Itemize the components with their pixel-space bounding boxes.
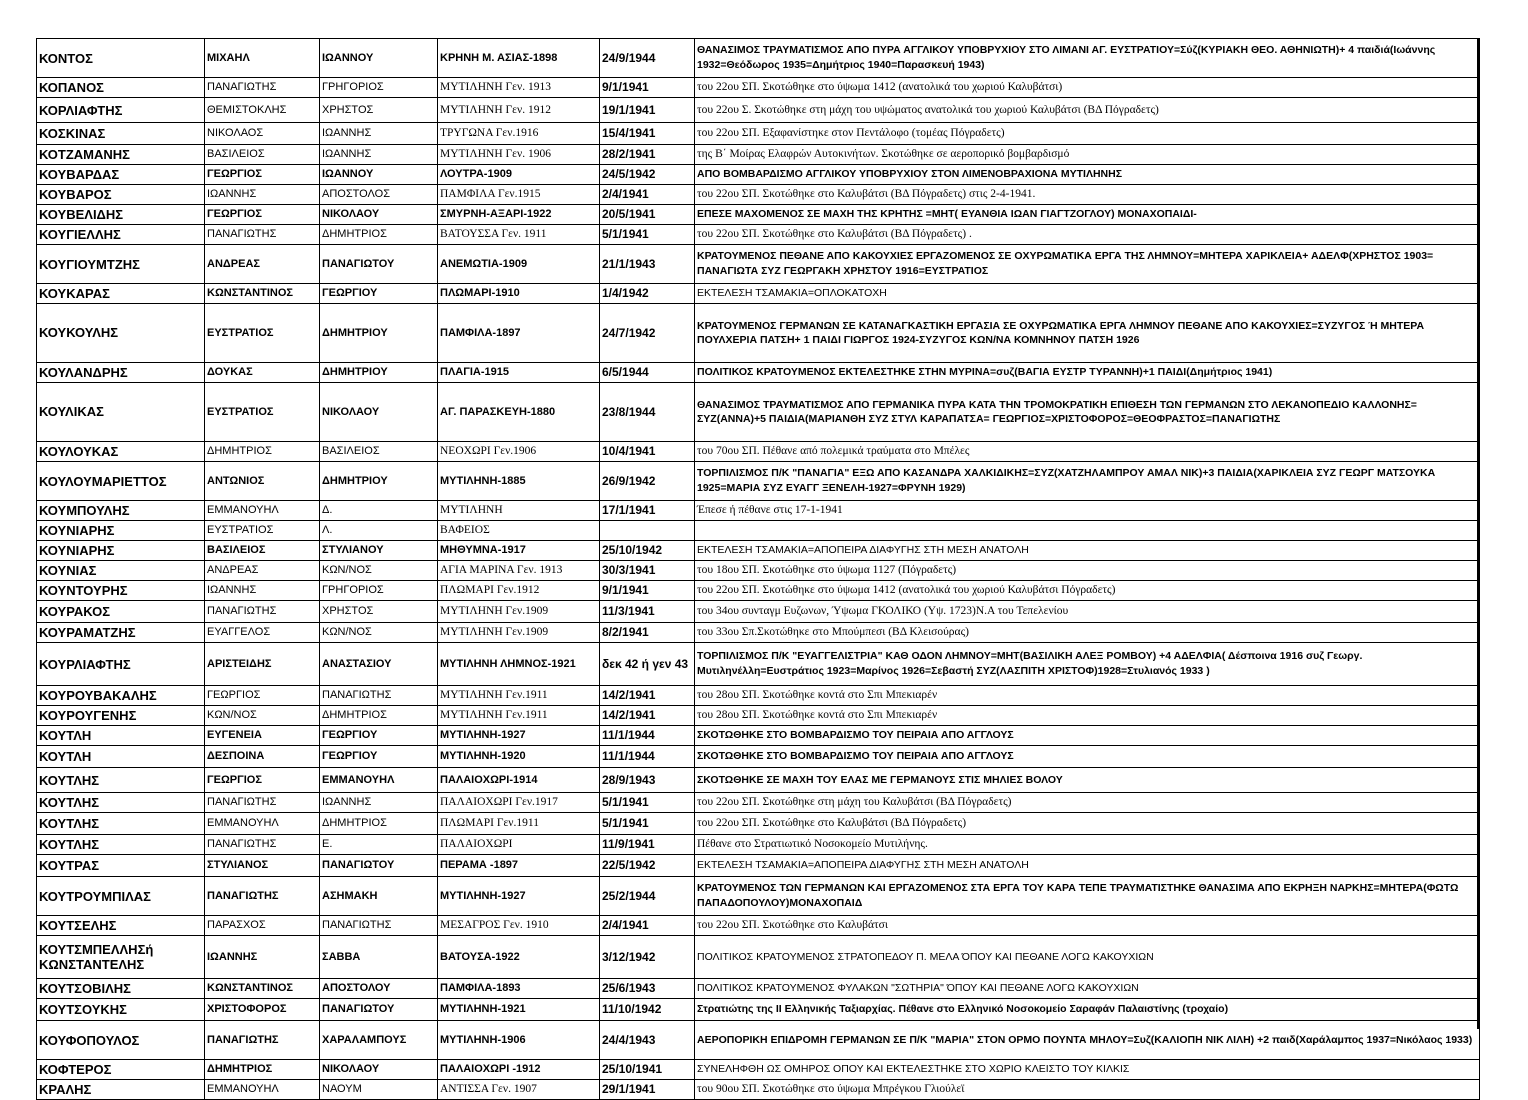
first-name-cell: ΑΝΔΡΕΑΣ xyxy=(205,245,320,284)
father-name-cell: ΠΑΝΑΓΙΩΤΟΥ xyxy=(320,999,438,1021)
surname-cell: ΚΟΥΓΙΟΥΜΤΖΗΣ xyxy=(37,245,205,284)
origin-cell: ΜΥΤΙΛΗΝΗ Γεν. 1906 xyxy=(438,145,600,165)
surname-cell: ΚΟΥΤΣΟΒΙΛΗΣ xyxy=(37,979,205,999)
date-cell: 14/2/1941 xyxy=(600,706,695,726)
date-cell: 14/2/1941 xyxy=(600,686,695,706)
note-cell: ΕΚΤΕΛΕΣΗ ΤΣΑΜΑΚΙΑ=ΑΠΟΠΕΙΡΑ ΔΙΑΦΥΓΗΣ ΣΤΗ ΜΕΣΗ ΑΝΑΤΟΛΗ xyxy=(695,541,1480,561)
table-row xyxy=(37,521,1480,541)
date-cell: 25/10/1941 xyxy=(600,1060,695,1080)
father-name-cell: ΧΡΗΣΤΟΣ xyxy=(320,601,438,623)
table-row xyxy=(37,541,1480,561)
origin-cell: ΠΛΩΜΑΡΙ Γεν.1912 xyxy=(438,581,600,601)
table-row xyxy=(37,284,1480,304)
table-row xyxy=(37,561,1480,581)
father-name-cell: ΙΩΑΝΝΟΥ xyxy=(320,165,438,185)
surname-cell: ΚΟΥΚΑΡΑΣ xyxy=(37,284,205,304)
table-row xyxy=(37,98,1480,123)
first-name-cell: ΓΕΩΡΓΙΟΣ xyxy=(205,686,320,706)
father-name-cell: ΙΩΑΝΝΗΣ xyxy=(320,145,438,165)
surname-cell: ΚΟΥΤΡΟΥΜΠΙΛΑΣ xyxy=(37,877,205,916)
first-name-cell: ΠΑΝΑΓΙΩΤΗΣ xyxy=(205,793,320,813)
note-cell: ΑΕΡΟΠΟΡΙΚΗ ΕΠΙΔΡΟΜΗ ΓΕΡΜΑΝΩΝ ΣΕ Π/Κ "ΜΑΡΙΑ" ΣΤΟΝ ΟΡΜΟ ΠΟΥΝΤΑ ΜΗΛΟΥ=Συζ(ΚΑΛΙΟΠΗ ΝΙΚ ΛΙΛΗ) +2 παιδ(Χαράλαμπος 1937=Νικόλαος 1933) xyxy=(695,1021,1480,1060)
first-name-cell: ΠΑΝΑΓΙΩΤΗΣ xyxy=(205,601,320,623)
table-row xyxy=(37,706,1480,726)
date-cell: 3/12/1942 xyxy=(600,936,695,979)
surname-cell: ΚΟΥΤΛΗ xyxy=(37,726,205,746)
father-name-cell: ΒΑΣΙΛΕΙΟΣ xyxy=(320,442,438,462)
note-cell: του 22ου ΣΠ. Σκοτώθηκε στο Καλυβάτσι (ΒΔ Πόγραδετς) στις 2-4-1941. xyxy=(695,185,1480,205)
table-right-border xyxy=(1477,38,1479,1029)
father-name-cell: ΠΑΝΑΓΙΩΤΟΥ xyxy=(320,855,438,877)
table-row xyxy=(37,383,1480,442)
date-cell xyxy=(600,521,695,541)
father-name-cell: ΝΙΚΟΛΑΟΥ xyxy=(320,383,438,442)
date-cell: 5/1/1941 xyxy=(600,793,695,813)
origin-cell: ΜΥΤΙΛΗΝΗ Γεν.1909 xyxy=(438,601,600,623)
origin-cell: ΠΛΩΜΑΡΙ-1910 xyxy=(438,284,600,304)
origin-cell: ΠΕΡΑΜΑ -1897 xyxy=(438,855,600,877)
note-cell: ΣΥΝΕΛΗΦΘΗ ΩΣ ΟΜΗΡΟΣ ΟΠΟΥ ΚΑΙ ΕΚΤΕΛΕΣΤΗΚΕ ΣΤΟ ΧΩΡΙΟ ΚΛΕΙΣΤΟ ΤΟΥ ΚΙΛΚΙΣ xyxy=(695,1060,1480,1080)
origin-cell: ΣΜΥΡΝΗ-ΑΞΑΡΙ-1922 xyxy=(438,205,600,225)
father-name-cell: Ε. xyxy=(320,835,438,855)
note-cell: Έπεσε ή πέθανε στις 17-1-1941 xyxy=(695,501,1480,521)
table-row xyxy=(37,855,1480,877)
table-row xyxy=(37,39,1480,78)
date-cell: 22/5/1942 xyxy=(600,855,695,877)
surname-cell: ΚΟΥΤΛΗΣ xyxy=(37,813,205,835)
father-name-cell: ΧΡΗΣΤΟΣ xyxy=(320,98,438,123)
table-row xyxy=(37,442,1480,462)
date-cell: 15/4/1941 xyxy=(600,123,695,145)
surname-cell: ΚΟΥΝΙΑΣ xyxy=(37,561,205,581)
table-row xyxy=(37,501,1480,521)
surname-cell: ΚΟΥΛΟΥΚΑΣ xyxy=(37,442,205,462)
table-row xyxy=(37,877,1480,916)
origin-cell: ΛΟΥΤΡΑ-1909 xyxy=(438,165,600,185)
surname-cell: ΚΟΥΒΑΡΔΑΣ xyxy=(37,165,205,185)
father-name-cell: ΠΑΝΑΓΙΩΤΗΣ xyxy=(320,916,438,936)
table-row xyxy=(37,936,1480,979)
note-cell: ΑΠΟ ΒΟΜΒΑΡΔΙΣΜΟ ΑΓΓΛΙΚΟΥ ΥΠΟΒΡΥΧΙΟΥ ΣΤΟΝ ΛΙΜΕΝΟΒΡΑΧΙΟΝΑ ΜΥΤΙΛΗΝΗΣ xyxy=(695,165,1480,185)
first-name-cell: ΒΑΣΙΛΕΙΟΣ xyxy=(205,541,320,561)
surname-cell: ΚΟΥΡΑΜΑΤΖΗΣ xyxy=(37,623,205,643)
origin-cell: ΠΑΛΑΙΟΧΩΡΙ -1912 xyxy=(438,1060,600,1080)
first-name-cell: ΑΝΔΡΕΑΣ xyxy=(205,561,320,581)
date-cell: 6/5/1944 xyxy=(600,363,695,383)
father-name-cell: ΓΕΩΡΓΙΟΥ xyxy=(320,284,438,304)
first-name-cell: ΕΥΓΕΝΕΙΑ xyxy=(205,726,320,746)
note-cell: ΣΚΟΤΩΘΗΚΕ ΣΤΟ ΒΟΜΒΑΡΔΙΣΜΟ ΤΟΥ ΠΕΙΡΑΙΑ ΑΠΟ ΑΓΓΛΟΥΣ xyxy=(695,726,1480,746)
father-name-cell: Δ. xyxy=(320,501,438,521)
date-cell: 20/5/1941 xyxy=(600,205,695,225)
date-cell: 10/4/1941 xyxy=(600,442,695,462)
date-cell: 11/10/1942 xyxy=(600,999,695,1021)
date-cell: 24/5/1942 xyxy=(600,165,695,185)
note-cell: της Β΄ Μοίρας Ελαφρών Αυτοκινήτων. Σκοτώθηκε σε αεροπορικό βομβαρδισμό xyxy=(695,145,1480,165)
note-cell: του 70ου ΣΠ. Πέθανε από πολεμικά τραύματα στο Μπέλες xyxy=(695,442,1480,462)
surname-cell: ΚΟΥΝΙΑΡΗΣ xyxy=(37,541,205,561)
first-name-cell: ΠΑΡΑΣΧΟΣ xyxy=(205,916,320,936)
origin-cell: ΠΛΑΓΙΑ-1915 xyxy=(438,363,600,383)
origin-cell: ΜΥΤΙΛΗΝΗ-1927 xyxy=(438,877,600,916)
surname-cell: ΚΟΥΒΑΡΟΣ xyxy=(37,185,205,205)
note-cell: Πέθανε στο Στρατιωτικό Νοσοκομείο Μυτιλήνης. xyxy=(695,835,1480,855)
date-cell: 17/1/1941 xyxy=(600,501,695,521)
origin-cell: ΤΡΥΓΩΝΑ Γεν.1916 xyxy=(438,123,600,145)
table-row xyxy=(37,245,1480,284)
table-row xyxy=(37,768,1480,793)
origin-cell: ΒΑΦΕΙΟΣ xyxy=(438,521,600,541)
origin-cell: ΠΑΜΦΙΛΑ-1897 xyxy=(438,304,600,363)
origin-cell: ΚΡΗΝΗ Μ. ΑΣΙΑΣ-1898 xyxy=(438,39,600,78)
note-cell: ΤΟΡΠΙΛΙΣΜΟΣ Π/Κ "ΠΑΝΑΓΙΑ" ΕΞΩ ΑΠΟ ΚΑΣΑΝΔΡΑ ΧΑΛΚΙΔΙΚΗΣ=ΣΥΖ(ΧΑΤΖΗΛΑΜΠΡΟΥ ΑΜΑΛ ΝΙΚ)+3 ΠΑΙΔΙΑ(ΧΑΡΙΚΛΕΙΑ ΣΥΖ ΓΕΩΡΓ ΜΑΤΣΟΥΚΑ 1925=ΜΑΡΙΑ ΣΥΖ ΕΥΑΓΓ ΞΕΝΕΛΗ-1927=ΦΡΥΝΗ 1929) xyxy=(695,462,1480,501)
origin-cell: ΠΑΛΑΙΟΧΩΡΙ Γεν.1917 xyxy=(438,793,600,813)
father-name-cell: ΔΗΜΗΤΡΙΟΣ xyxy=(320,813,438,835)
surname-cell: ΚΟΥΡΑΚΟΣ xyxy=(37,601,205,623)
date-cell: 25/6/1943 xyxy=(600,979,695,999)
father-name-cell: ΑΣΗΜΑΚΗ xyxy=(320,877,438,916)
date-cell: 19/1/1941 xyxy=(600,98,695,123)
first-name-cell: ΓΕΩΡΓΙΟΣ xyxy=(205,205,320,225)
origin-cell: ΑΓΙΑ ΜΑΡΙΝΑ Γεν. 1913 xyxy=(438,561,600,581)
first-name-cell: ΓΕΩΡΓΙΟΣ xyxy=(205,768,320,793)
date-cell: 9/1/1941 xyxy=(600,78,695,98)
origin-cell: ΜΥΤΙΛΗΝΗ Γεν.1909 xyxy=(438,623,600,643)
first-name-cell: ΙΩΑΝΝΗΣ xyxy=(205,936,320,979)
date-cell: 11/1/1944 xyxy=(600,746,695,768)
note-cell: ΘΑΝΑΣΙΜΟΣ ΤΡΑΥΜΑΤΙΣΜΟΣ ΑΠΟ ΠΥΡΑ ΑΓΓΛΙΚΟΥ ΥΠΟΒΡΥΧΙΟΥ ΣΤΟ ΛΙΜΑΝΙ ΑΓ. ΕΥΣΤΡΑΤΙΟΥ=Σύζ(ΚΥΡΙΑΚΗ ΘΕΟ. ΑΘΗΝΙΩΤΗ)+ 4 παιδιά(Ιωάννης 1932=Θεόδωρος 1935=Δημήτριος 1940=Παρασκευή 1943) xyxy=(695,39,1480,78)
table-body xyxy=(37,39,1480,1100)
note-cell: του 22ου ΣΠ. Σκοτώθηκε στο Καλυβάτσι (ΒΔ Πόγραδετς) . xyxy=(695,225,1480,245)
table-row xyxy=(37,1021,1480,1060)
date-cell: 5/1/1941 xyxy=(600,225,695,245)
date-cell: 11/1/1944 xyxy=(600,726,695,746)
first-name-cell: ΓΕΩΡΓΙΟΣ xyxy=(205,165,320,185)
table-row xyxy=(37,123,1480,145)
table-row xyxy=(37,185,1480,205)
note-cell: ΤΟΡΠΙΛΙΣΜΟΣ Π/Κ "ΕΥΑΓΓΕΛΙΣΤΡΙΑ" ΚΑΘ ΟΔΟΝ ΛΗΜΝΟΥ=ΜΗΤ(ΒΑΣΙΛΙΚΗ ΑΛΕΞ ΡΟΜΒΟΥ) +4 ΑΔΕΛΦΙΑ( Δέσποινα 1916 συζ Γεωργ. Μυτιληνέλλη=Ευστράτιος 1923=Μαρίνος 1926=Σεβαστή ΣΥΖ(ΛΑΣΠΙΤΗ ΧΡΙΣΤΟΦ)1928=Στυλιανός 1933 ) xyxy=(695,643,1480,686)
note-cell: ΠΟΛΙΤΙΚΟΣ ΚΡΑΤΟΥΜΕΝΟΣ ΕΚΤΕΛΕΣΤΗΚΕ ΣΤΗΝ ΜΥΡΙΝΑ=συζ(ΒΑΓΙΑ ΕΥΣΤΡ ΤΥΡΑΝΝΗ)+1 ΠΑΙΔΙ(Δημήτριος 1941) xyxy=(695,363,1480,383)
table-row xyxy=(37,686,1480,706)
origin-cell: ΒΑΤΟΥΣΑ-1922 xyxy=(438,936,600,979)
note-cell xyxy=(695,521,1480,541)
table-row xyxy=(37,145,1480,165)
origin-cell: ΜΥΤΙΛΗΝΗ-1927 xyxy=(438,726,600,746)
origin-cell: ΜΥΤΙΛΗΝΗ Γεν. 1912 xyxy=(438,98,600,123)
origin-cell: ΜΥΤΙΛΗΝΗ Γεν.1911 xyxy=(438,686,600,706)
surname-cell: ΚΟΥΝΤΟΥΡΗΣ xyxy=(37,581,205,601)
first-name-cell: ΚΩΝ/ΝΟΣ xyxy=(205,706,320,726)
note-cell: ΘΑΝΑΣΙΜΟΣ ΤΡΑΥΜΑΤΙΣΜΟΣ ΑΠΟ ΓΕΡΜΑΝΙΚΑ ΠΥΡΑ ΚΑΤΑ ΤΗΝ ΤΡΟΜΟΚΡΑΤΙΚΗ ΕΠΙΘΕΣΗ ΤΩΝ ΓΕΡΜΑΝΩΝ ΣΤΟ ΛΕΚΑΝΟΠΕΔΙΟ ΚΑΛΛΟΝΗΣ= ΣΥΖ(ΑΝΝΑ)+5 ΠΑΙΔΙΑ(ΜΑΡΙΑΝΘΗ ΣΥΖ ΣΤΥΛ ΚΑΡΑΠΑΤΣΑ= ΓΕΩΡΓΙΟΣ=ΧΡΙΣΤΟΦΟΡΟΣ=ΘΕΟΦΡΑΣΤΟΣ=ΠΑΝΑΓΙΩΤΗΣ xyxy=(695,383,1480,442)
date-cell: 11/9/1941 xyxy=(600,835,695,855)
table-row xyxy=(37,999,1480,1021)
surname-cell: ΚΟΥΓΙΕΛΛΗΣ xyxy=(37,225,205,245)
origin-cell: ΜΥΤΙΛΗΝΗ-1920 xyxy=(438,746,600,768)
first-name-cell: ΕΜΜΑΝΟΥΗΛ xyxy=(205,1080,320,1100)
origin-cell: ΑΝΤΙΣΣΑ Γεν. 1907 xyxy=(438,1080,600,1100)
table-row xyxy=(37,813,1480,835)
origin-cell: ΠΛΩΜΑΡΙ Γεν.1911 xyxy=(438,813,600,835)
father-name-cell: ΙΩΑΝΝΟΥ xyxy=(320,39,438,78)
first-name-cell: ΑΝΤΩΝΙΟΣ xyxy=(205,462,320,501)
table-row xyxy=(37,462,1480,501)
origin-cell: ΠΑΛΑΙΟΧΩΡΙ-1914 xyxy=(438,768,600,793)
note-cell: ΚΡΑΤΟΥΜΕΝΟΣ ΠΕΘΑΝΕ ΑΠΟ ΚΑΚΟΥΧΙΕΣ ΕΡΓΑΖΟΜΕΝΟΣ ΣΕ ΟΧΥΡΩΜΑΤΙΚΑ ΕΡΓΑ ΤΗΣ ΛΗΜΝΟΥ=ΜΗΤΕΡΑ ΧΑΡΙΚΛΕΙΑ+ ΑΔΕΛΦ(ΧΡΗΣΤΟΣ 1903= ΠΑΝΑΓΙΩΤΑ ΣΥΖ ΓΕΩΡΓΑΚΗ ΧΡΗΣΤΟΥ 1916=ΕΥΣΤΡΑΤΙΟΣ xyxy=(695,245,1480,284)
first-name-cell: ΕΜΜΑΝΟΥΗΛ xyxy=(205,501,320,521)
table-row xyxy=(37,1060,1480,1080)
first-name-cell: ΒΑΣΙΛΕΙΟΣ xyxy=(205,145,320,165)
note-cell: του 28ου ΣΠ. Σκοτώθηκε κοντά στο Σπι Μπεκιαρέν xyxy=(695,706,1480,726)
surname-cell: ΚΟΠΑΝΟΣ xyxy=(37,78,205,98)
father-name-cell: ΝΙΚΟΛΑΟΥ xyxy=(320,1060,438,1080)
date-cell: 24/4/1943 xyxy=(600,1021,695,1060)
date-cell: 21/1/1943 xyxy=(600,245,695,284)
note-cell: του 34ου συνταγμ Ευζωνων, Ύψωμα ΓΚΟΛΙΚΟ (Υψ. 1723)Ν.Α του Τεπελενίου xyxy=(695,601,1480,623)
father-name-cell: ΑΝΑΣΤΑΣΙΟΥ xyxy=(320,643,438,686)
first-name-cell: ΕΜΜΑΝΟΥΗΛ xyxy=(205,813,320,835)
records-sheet xyxy=(36,38,1479,1100)
note-cell: ΕΚΤΕΛΕΣΗ ΤΣΑΜΑΚΙΑ=ΑΠΟΠΕΙΡΑ ΔΙΑΦΥΓΗΣ ΣΤΗ ΜΕΣΗ ΑΝΑΤΟΛΗ xyxy=(695,855,1480,877)
father-name-cell: ΑΠΟΣΤΟΛΟΥ xyxy=(320,979,438,999)
table-row xyxy=(37,225,1480,245)
origin-cell: ΠΑΛΑΙΟΧΩΡΙ xyxy=(438,835,600,855)
date-cell: 11/3/1941 xyxy=(600,601,695,623)
first-name-cell: ΠΑΝΑΓΙΩΤΗΣ xyxy=(205,78,320,98)
date-cell: 2/4/1941 xyxy=(600,916,695,936)
date-cell: 5/1/1941 xyxy=(600,813,695,835)
origin-cell: ΝΕΟΧΩΡΙ Γεν.1906 xyxy=(438,442,600,462)
first-name-cell: ΜΙΧΑΗΛ xyxy=(205,39,320,78)
first-name-cell: ΚΩΝΣΤΑΝΤΙΝΟΣ xyxy=(205,979,320,999)
origin-cell: ΒΑΤΟΥΣΣΑ Γεν. 1911 xyxy=(438,225,600,245)
note-cell: του 22ου ΣΠ. Σκοτώθηκε στο Καλυβάτσι (ΒΔ Πόγραδετς) xyxy=(695,813,1480,835)
first-name-cell: ΠΑΝΑΓΙΩΤΗΣ xyxy=(205,225,320,245)
surname-cell: ΚΟΥΤΣΜΠΕΛΛΗΣή ΚΩΝΣΤΑΝΤΕΛΗΣ xyxy=(37,936,205,979)
table-row xyxy=(37,793,1480,813)
note-cell: ΕΚΤΕΛΕΣΗ ΤΣΑΜΑΚΙΑ=ΟΠΛΟΚΑΤΟΧΗ xyxy=(695,284,1480,304)
note-cell: ΚΡΑΤΟΥΜΕΝΟΣ ΤΩΝ ΓΕΡΜΑΝΩΝ ΚΑΙ ΕΡΓΑΖΟΜΕΝΟΣ ΣΤΑ ΕΡΓΑ ΤΟΥ ΚΑΡΑ ΤΕΠΕ ΤΡΑΥΜΑΤΙΣΤΗΚΕ ΘΑΝΑΣΙΜΑ ΑΠΟ ΕΚΡΗΞΗ ΝΑΡΚΗΣ=ΜΗΤΕΡΑ(ΦΩΤΩ ΠΑΠΑΔΟΠΟΥΛΟΥ)ΜΟΝΑΧΟΠΑΙΔ xyxy=(695,877,1480,916)
surname-cell: ΚΟΣΚΙΝΑΣ xyxy=(37,123,205,145)
note-cell: του 18ου ΣΠ. Σκοτώθηκε στο ύψωμα 1127 (Πόγραδετς) xyxy=(695,561,1480,581)
note-cell: του 28ου ΣΠ. Σκοτώθηκε κοντά στο Σπι Μπεκιαρέν xyxy=(695,686,1480,706)
origin-cell: ΜΥΤΙΛΗΝΗ Γεν. 1913 xyxy=(438,78,600,98)
origin-cell: ΜΕΣΑΓΡΟΣ Γεν. 1910 xyxy=(438,916,600,936)
note-cell: ΚΡΑΤΟΥΜΕΝΟΣ ΓΕΡΜΑΝΩΝ ΣΕ ΚΑΤΑΝΑΓΚΑΣΤΙΚΗ ΕΡΓΑΣΙΑ ΣΕ ΟΧΥΡΩΜΑΤΙΚΑ ΕΡΓΑ ΛΗΜΝΟΥ ΠΕΘΑΝΕ ΑΠΟ ΚΑΚΟΥΧΙΕΣ=ΣΥΖΥΓΟΣ Ή ΜΗΤΕΡΑ ΠΟΥΛΧΕΡΙΑ ΠΑΤΣΗ+ 1 ΠΑΙΔΙ ΓΙΩΡΓΟΣ 1924-ΣΥΖΥΓΟΣ ΚΩΝ/ΝΑ ΚΟΜΝΗΝΟΥ ΠΑΤΣΗ 1926 xyxy=(695,304,1480,363)
note-cell: ΠΟΛΙΤΙΚΟΣ ΚΡΑΤΟΥΜΕΝΟΣ ΣΤΡΑΤΟΠΕΔΟΥ Π. ΜΕΛΑ ΌΠΟΥ ΚΑΙ ΠΕΘΑΝΕ ΛΟΓΩ ΚΑΚΟΥΧΙΩΝ xyxy=(695,936,1480,979)
surname-cell: ΚΟΥΚΟΥΛΗΣ xyxy=(37,304,205,363)
table-row xyxy=(37,979,1480,999)
origin-cell: ΜΥΤΙΛΗΝΗ ΛΗΜΝΟΣ-1921 xyxy=(438,643,600,686)
father-name-cell: ΠΑΝΑΓΙΩΤΗΣ xyxy=(320,686,438,706)
date-cell: 28/2/1941 xyxy=(600,145,695,165)
origin-cell: ΜΥΤΙΛΗΝΗ xyxy=(438,501,600,521)
father-name-cell: ΣΤΥΛΙΑΝΟΥ xyxy=(320,541,438,561)
origin-cell: ΑΝΕΜΩΤΙΑ-1909 xyxy=(438,245,600,284)
first-name-cell: ΙΩΑΝΝΗΣ xyxy=(205,185,320,205)
origin-cell: ΠΑΜΦΙΛΑ-1893 xyxy=(438,979,600,999)
father-name-cell: ΓΕΩΡΓΙΟΥ xyxy=(320,726,438,746)
father-name-cell: ΕΜΜΑΝΟΥΗΛ xyxy=(320,768,438,793)
first-name-cell: ΧΡΙΣΤΟΦΟΡΟΣ xyxy=(205,999,320,1021)
father-name-cell: ΔΗΜΗΤΡΙΟΥ xyxy=(320,304,438,363)
surname-cell: ΚΡΑΛΗΣ xyxy=(37,1080,205,1100)
first-name-cell: ΠΑΝΑΓΙΩΤΗΣ xyxy=(205,1021,320,1060)
table-row xyxy=(37,835,1480,855)
note-cell: του 22ου ΣΠ. Εξαφανίστηκε στον Πεντάλοφο (τομέας Πόγραδετς) xyxy=(695,123,1480,145)
father-name-cell: ΙΩΑΝΝΗΣ xyxy=(320,123,438,145)
father-name-cell: ΓΡΗΓΟΡΙΟΣ xyxy=(320,581,438,601)
table-row xyxy=(37,363,1480,383)
date-cell: 28/9/1943 xyxy=(600,768,695,793)
note-cell: ΣΚΟΤΩΘΗΚΕ ΣΕ ΜΑΧΗ ΤΟΥ ΕΛΑΣ ΜΕ ΓΕΡΜΑΝΟΥΣ ΣΤΙΣ ΜΗΛΙΕΣ ΒΟΛΟΥ xyxy=(695,768,1480,793)
origin-cell: ΜΥΤΙΛΗΝΗ Γεν.1911 xyxy=(438,706,600,726)
origin-cell: ΜΥΤΙΛΗΝΗ-1921 xyxy=(438,999,600,1021)
surname-cell: ΚΟΥΛΑΝΔΡΗΣ xyxy=(37,363,205,383)
origin-cell: ΑΓ. ΠΑΡΑΣΚΕΥΗ-1880 xyxy=(438,383,600,442)
first-name-cell: ΕΥΑΓΓΕΛΟΣ xyxy=(205,623,320,643)
table-row xyxy=(37,643,1480,686)
surname-cell: ΚΟΥΤΣΟΥΚΗΣ xyxy=(37,999,205,1021)
father-name-cell: ΓΕΩΡΓΙΟΥ xyxy=(320,746,438,768)
surname-cell: ΚΟΥΛΙΚΑΣ xyxy=(37,383,205,442)
date-cell: 23/8/1944 xyxy=(600,383,695,442)
surname-cell: ΚΟΥΤΣΕΛΗΣ xyxy=(37,916,205,936)
father-name-cell: ΓΡΗΓΟΡΙΟΣ xyxy=(320,78,438,98)
date-cell: 25/2/1944 xyxy=(600,877,695,916)
surname-cell: ΚΟΥΤΛΗΣ xyxy=(37,768,205,793)
note-cell: ΠΟΛΙΤΙΚΟΣ ΚΡΑΤΟΥΜΕΝΟΣ ΦΥΛΑΚΩΝ "ΣΩΤΗΡΙΑ" ΌΠΟΥ ΚΑΙ ΠΕΘΑΝΕ ΛΟΓΩ ΚΑΚΟΥΧΙΩΝ xyxy=(695,979,1480,999)
surname-cell: ΚΟΥΤΡΑΣ xyxy=(37,855,205,877)
origin-cell: ΜΥΤΙΛΗΝΗ-1906 xyxy=(438,1021,600,1060)
table-row xyxy=(37,601,1480,623)
note-cell: ΕΠΕΣΕ ΜΑΧΟΜΕΝΟΣ ΣΕ ΜΑΧΗ ΤΗΣ ΚΡΗΤΗΣ =ΜΗΤ( ΕΥΑΝΘΙΑ ΙΩΑΝ ΓΙΑΓΤΖΟΓΛΟΥ) ΜΟΝΑΧΟΠΑΙΔΙ- xyxy=(695,205,1480,225)
first-name-cell: ΔΟΥΚΑΣ xyxy=(205,363,320,383)
first-name-cell: ΔΗΜΗΤΡΙΟΣ xyxy=(205,442,320,462)
first-name-cell: ΠΑΝΑΓΙΩΤΗΣ xyxy=(205,835,320,855)
first-name-cell: ΑΡΙΣΤΕΙΔΗΣ xyxy=(205,643,320,686)
first-name-cell: ΕΥΣΤΡΑΤΙΟΣ xyxy=(205,521,320,541)
date-cell: 24/9/1944 xyxy=(600,39,695,78)
date-cell: 26/9/1942 xyxy=(600,462,695,501)
date-cell: 1/4/1942 xyxy=(600,284,695,304)
father-name-cell: ΝΑΟΥΜ xyxy=(320,1080,438,1100)
first-name-cell: ΘΕΜΙΣΤΟΚΛΗΣ xyxy=(205,98,320,123)
surname-cell: ΚΟΥΛΟΥΜΑΡΙΕΤΤΟΣ xyxy=(37,462,205,501)
father-name-cell: ΚΩΝ/ΝΟΣ xyxy=(320,623,438,643)
origin-cell: ΠΑΜΦΙΛΑ Γεν.1915 xyxy=(438,185,600,205)
table-row xyxy=(37,1080,1480,1100)
note-cell: ΣΚΟΤΩΘΗΚΕ ΣΤΟ ΒΟΜΒΑΡΔΙΣΜΟ ΤΟΥ ΠΕΙΡΑΙΑ ΑΠΟ ΑΓΓΛΟΥΣ xyxy=(695,746,1480,768)
father-name-cell: ΔΗΜΗΤΡΙΟΣ xyxy=(320,225,438,245)
father-name-cell: ΚΩΝ/ΝΟΣ xyxy=(320,561,438,581)
casualty-table xyxy=(36,38,1480,1100)
surname-cell: ΚΟΥΜΠΟΥΛΗΣ xyxy=(37,501,205,521)
father-name-cell: ΑΠΟΣΤΟΛΟΣ xyxy=(320,185,438,205)
note-cell: Στρατιώτης της ΙΙ Ελληνικής Ταξιαρχίας. Πέθανε στο Ελληνικό Νοσοκομείο Σαραφάν Παλαιστίνης (τροχαίο) xyxy=(695,999,1480,1021)
father-name-cell: ΔΗΜΗΤΡΙΟΣ xyxy=(320,706,438,726)
date-cell: δεκ 42 ή γεν 43 xyxy=(600,643,695,686)
table-row xyxy=(37,581,1480,601)
table-row xyxy=(37,304,1480,363)
first-name-cell: ΝΙΚΟΛΑΟΣ xyxy=(205,123,320,145)
table-row xyxy=(37,205,1480,225)
first-name-cell: ΣΤΥΛΙΑΝΟΣ xyxy=(205,855,320,877)
father-name-cell: ΧΑΡΑΛΑΜΠΟΥΣ xyxy=(320,1021,438,1060)
table-row xyxy=(37,165,1480,185)
date-cell: 8/2/1941 xyxy=(600,623,695,643)
father-name-cell: ΙΩΑΝΝΗΣ xyxy=(320,793,438,813)
surname-cell: ΚΟΥΝΙΑΡΗΣ xyxy=(37,521,205,541)
father-name-cell: ΔΗΜΗΤΡΙΟΥ xyxy=(320,363,438,383)
note-cell: του 22ου Σ. Σκοτώθηκε στη μάχη του υψώματος ανατολικά του χωριού Καλυβάτσι (ΒΔ Πόγραδετς) xyxy=(695,98,1480,123)
first-name-cell: ΔΕΣΠΟΙΝΑ xyxy=(205,746,320,768)
table-row xyxy=(37,746,1480,768)
first-name-cell: ΚΩΝΣΤΑΝΤΙΝΟΣ xyxy=(205,284,320,304)
surname-cell: ΚΟΥΡΟΥΓΕΝΗΣ xyxy=(37,706,205,726)
first-name-cell: ΔΗΜΗΤΡΙΟΣ xyxy=(205,1060,320,1080)
surname-cell: ΚΟΥΤΛΗ xyxy=(37,746,205,768)
date-cell: 9/1/1941 xyxy=(600,581,695,601)
surname-cell: ΚΟΤΖΑΜΑΝΗΣ xyxy=(37,145,205,165)
first-name-cell: ΙΩΑΝΝΗΣ xyxy=(205,581,320,601)
first-name-cell: ΠΑΝΑΓΙΩΤΗΣ xyxy=(205,877,320,916)
note-cell: του 22ου ΣΠ. Σκοτώθηκε στη μάχη του Καλυβάτσι (ΒΔ Πόγραδετς) xyxy=(695,793,1480,813)
origin-cell: ΜΗΘΥΜΝΑ-1917 xyxy=(438,541,600,561)
surname-cell: ΚΟΝΤΟΣ xyxy=(37,39,205,78)
table-row xyxy=(37,78,1480,98)
table-row xyxy=(37,726,1480,746)
surname-cell: ΚΟΡΛΙΑΦΤΗΣ xyxy=(37,98,205,123)
surname-cell: ΚΟΦΤΕΡΟΣ xyxy=(37,1060,205,1080)
first-name-cell: ΕΥΣΤΡΑΤΙΟΣ xyxy=(205,304,320,363)
surname-cell: ΚΟΥΡΛΙΑΦΤΗΣ xyxy=(37,643,205,686)
father-name-cell: ΣΑΒΒΑ xyxy=(320,936,438,979)
note-cell: του 90ου ΣΠ. Σκοτώθηκε στο ύψωμα Μπρέγκου Γλιούλεϊ xyxy=(695,1080,1480,1100)
surname-cell: ΚΟΥΤΛΗΣ xyxy=(37,793,205,813)
date-cell: 30/3/1941 xyxy=(600,561,695,581)
father-name-cell: ΔΗΜΗΤΡΙΟΥ xyxy=(320,462,438,501)
table-row xyxy=(37,623,1480,643)
note-cell: του 22ου ΣΠ. Σκοτώθηκε στο ύψωμα 1412 (ανατολικά του χωριού Καλυβάτσι) xyxy=(695,78,1480,98)
father-name-cell: ΝΙΚΟΛΑΟΥ xyxy=(320,205,438,225)
surname-cell: ΚΟΥΡΟΥΒΑΚΑΛΗΣ xyxy=(37,686,205,706)
surname-cell: ΚΟΥΒΕΛΙΔΗΣ xyxy=(37,205,205,225)
date-cell: 2/4/1941 xyxy=(600,185,695,205)
date-cell: 25/10/1942 xyxy=(600,541,695,561)
note-cell: του 22ου ΣΠ. Σκοτώθηκε στο ύψωμα 1412 (ανατολικά του χωριού Καλυβάτσι Πόγραδετς) xyxy=(695,581,1480,601)
note-cell: του 22ου ΣΠ. Σκοτώθηκε στο Καλυβάτσι xyxy=(695,916,1480,936)
date-cell: 24/7/1942 xyxy=(600,304,695,363)
table-row xyxy=(37,916,1480,936)
date-cell: 29/1/1941 xyxy=(600,1080,695,1100)
father-name-cell: Λ. xyxy=(320,521,438,541)
surname-cell: ΚΟΥΦΟΠΟΥΛΟΣ xyxy=(37,1021,205,1060)
origin-cell: ΜΥΤΙΛΗΝΗ-1885 xyxy=(438,462,600,501)
note-cell: του 33ου Σπ.Σκοτώθηκε στο Μπούμπεσι (ΒΔ Κλεισούρας) xyxy=(695,623,1480,643)
first-name-cell: ΕΥΣΤΡΑΤΙΟΣ xyxy=(205,383,320,442)
surname-cell: ΚΟΥΤΛΗΣ xyxy=(37,835,205,855)
father-name-cell: ΠΑΝΑΓΙΩΤΟΥ xyxy=(320,245,438,284)
